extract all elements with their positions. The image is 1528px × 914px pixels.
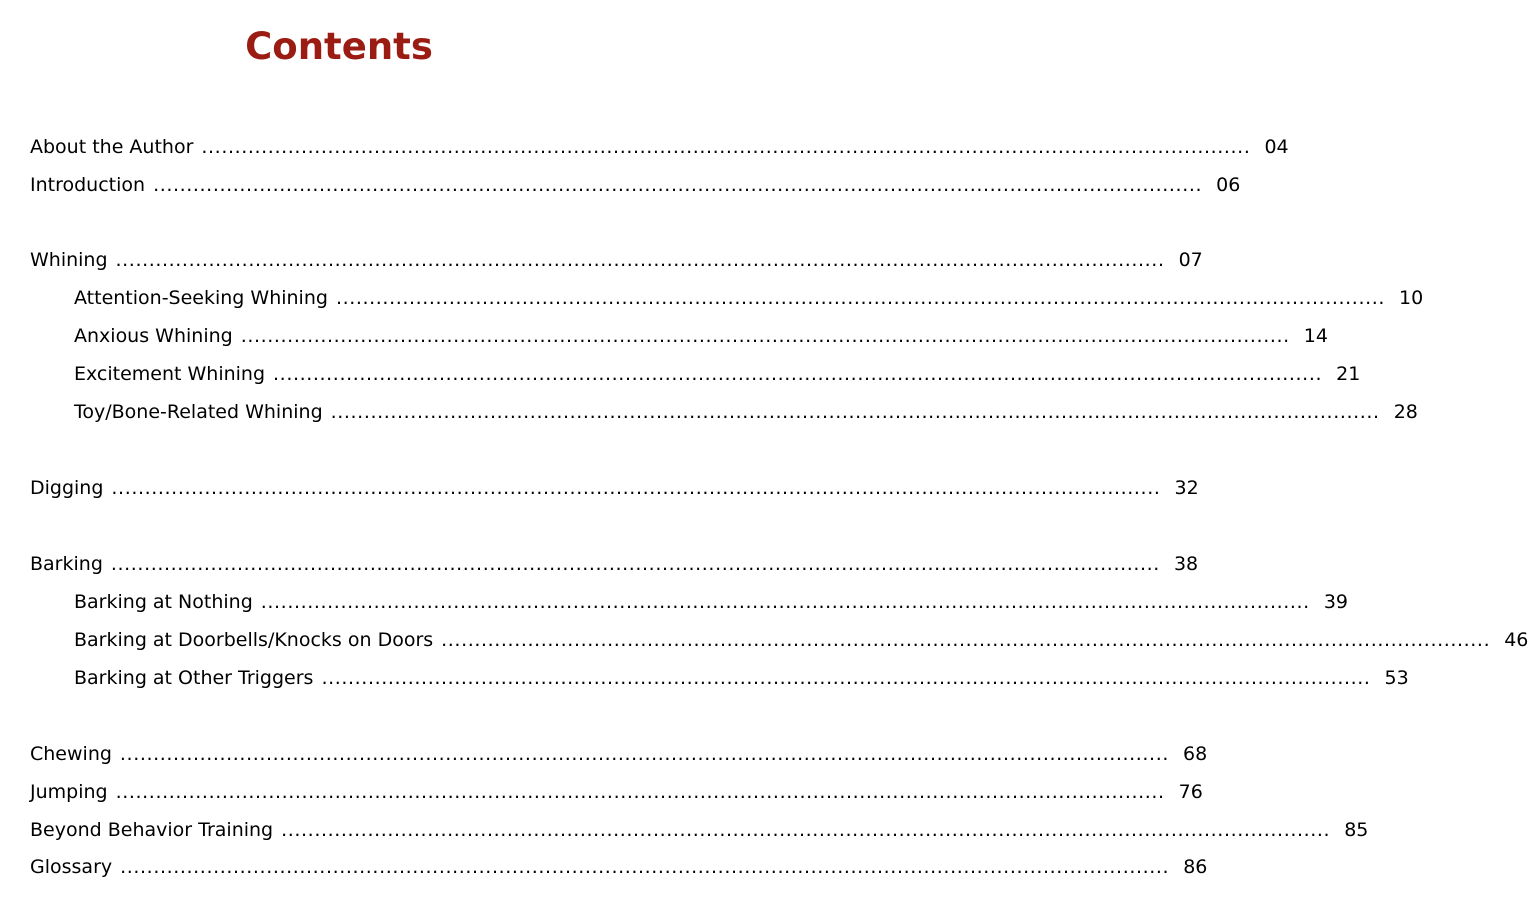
toc-entry-introduction[interactable] xyxy=(30,169,1241,201)
dot-leader: .............................................................................................................................................................. xyxy=(119,743,1169,765)
toc-entry-label: Glossary xyxy=(30,856,113,878)
toc-entry-about-the-author[interactable] xyxy=(30,131,1289,163)
toc-entry-label: Excitement Whining xyxy=(74,363,266,385)
toc-entry-page: 32 xyxy=(1174,477,1199,499)
toc-entry-label: Digging xyxy=(30,477,104,499)
dot-leader: .............................................................................................................................................................. xyxy=(273,363,1323,385)
toc-entry-label: Introduction xyxy=(30,174,146,196)
toc-entry-page: 86 xyxy=(1183,856,1208,878)
toc-entry-page: 14 xyxy=(1303,325,1328,347)
dot-leader: .............................................................................................................................................................. xyxy=(335,287,1386,309)
toc-entry-page: 28 xyxy=(1393,401,1418,423)
toc-entry-label: Anxious Whining xyxy=(74,325,233,347)
page-title: Contents xyxy=(245,25,433,68)
dot-leader: .............................................................................................................................................................. xyxy=(115,781,1165,803)
dot-leader: .............................................................................................................................................................. xyxy=(281,819,1331,841)
toc-entry-page: 85 xyxy=(1344,819,1369,841)
toc-entry-jumping[interactable] xyxy=(30,776,1203,808)
toc-entry-label: Barking at Nothing xyxy=(74,591,253,613)
toc-entry-page: 76 xyxy=(1178,781,1203,803)
toc-entry-glossary[interactable] xyxy=(30,851,1208,883)
toc-entry-page: 46 xyxy=(1504,629,1528,651)
dot-leader: .............................................................................................................................................................. xyxy=(111,477,1161,499)
toc-entry-label: Barking at Doorbells/Knocks on Doors xyxy=(74,629,434,651)
toc-entry-label: Beyond Behavior Training xyxy=(30,819,274,841)
toc-entry-page: 04 xyxy=(1264,136,1289,158)
toc-entry-page: 68 xyxy=(1182,743,1208,765)
dot-leader: .............................................................................................................................................................. xyxy=(321,667,1371,689)
toc-entry-label: About the Author xyxy=(30,136,194,158)
toc-entry-digging[interactable] xyxy=(30,472,1199,504)
toc-entry-page: 39 xyxy=(1323,591,1349,613)
toc-entry-whining[interactable] xyxy=(30,244,1203,276)
toc-entry-page: 21 xyxy=(1336,363,1361,385)
toc-entry-label: Barking at Other Triggers xyxy=(74,667,314,689)
dot-leader: .............................................................................................................................................................. xyxy=(153,174,1203,196)
toc-entry-page: 10 xyxy=(1399,287,1424,309)
toc-entry-barking[interactable] xyxy=(30,548,1199,580)
toc-entry-chewing[interactable] xyxy=(30,738,1208,770)
toc-entry-barking-at-nothing[interactable] xyxy=(74,586,1349,618)
toc-entry-label: Attention-Seeking Whining xyxy=(74,287,328,309)
toc-entry-excitement-whining[interactable] xyxy=(74,358,1361,390)
dot-leader: .............................................................................................................................................................. xyxy=(110,553,1160,575)
toc-entry-barking-at-doorbells[interactable] xyxy=(74,624,1528,656)
dot-leader: .............................................................................................................................................................. xyxy=(120,856,1170,878)
toc-entry-label: Jumping xyxy=(30,781,108,803)
toc-entry-anxious-whining[interactable] xyxy=(74,320,1328,352)
toc-entry-toy-bone-related-whining[interactable] xyxy=(74,396,1418,428)
toc-entry-page: 38 xyxy=(1173,553,1199,575)
toc-entry-label: Barking xyxy=(30,553,103,575)
toc-entry-page: 07 xyxy=(1178,249,1203,271)
dot-leader: .............................................................................................................................................................. xyxy=(260,591,1310,613)
toc-entry-label: Whining xyxy=(30,249,108,271)
toc-entry-page: 53 xyxy=(1384,667,1409,689)
dot-leader: .............................................................................................................................................................. xyxy=(240,325,1290,347)
toc-entry-barking-at-other-triggers[interactable] xyxy=(74,662,1409,694)
dot-leader: .............................................................................................................................................................. xyxy=(441,629,1491,651)
toc-entry-label: Toy/Bone-Related Whining xyxy=(74,401,323,423)
toc-entry-attention-seeking-whining[interactable] xyxy=(74,282,1424,314)
dot-leader: .............................................................................................................................................................. xyxy=(201,136,1251,158)
dot-leader: .............................................................................................................................................................. xyxy=(330,401,1380,423)
toc-entry-beyond-behavior-training[interactable] xyxy=(30,814,1369,846)
dot-leader: .............................................................................................................................................................. xyxy=(115,249,1165,271)
toc-entry-page: 06 xyxy=(1216,174,1241,196)
toc-entry-label: Chewing xyxy=(30,743,112,765)
